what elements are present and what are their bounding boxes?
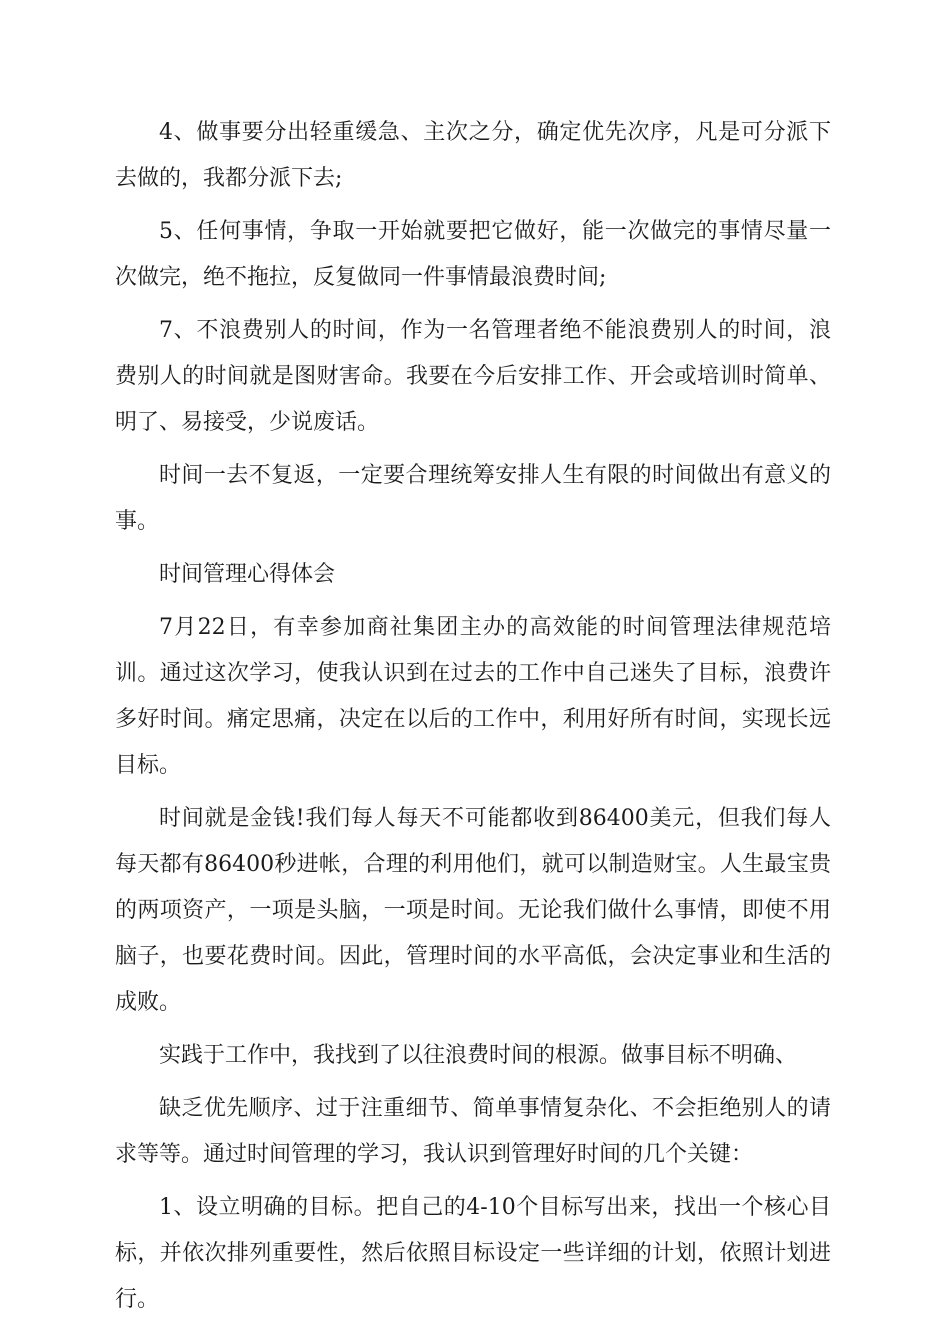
paragraph-practice: 实践于工作中，我找到了以往浪费时间的根源。做事目标不明确、 — [159, 1043, 798, 1068]
paragraph-item-5: 5、任何事情，争取一开始就要把它做好，能一次做完的事情尽量一次做完，绝不拖拉，反复做同一件事情最浪费时间; — [115, 219, 831, 290]
document-body — [115, 110, 831, 1330]
paragraph-item-7: 7、不浪费别人的时间，作为一名管理者绝不能浪费别人的时间，浪费别人的时间就是图财害命。我要在今后安排工作、开会或培训时简单、明了、易接受，少说废话。 — [115, 318, 831, 435]
section-heading: 时间管理心得体会 — [159, 562, 336, 587]
paragraph-training-intro: 7月22日，有幸参加商社集团主办的高效能的时间管理法律规范培训。通过这次学习，使我认识到在过去的工作中自己迷失了目标，浪费许多好时间。痛定思痛，决定在以后的工作中，利用好所有时间，实现长远目标。 — [115, 615, 831, 778]
paragraph-key-1: 1、设立明确的目标。把自己的4-10个目标写出来，找出一个核心目标，并依次排列重要性，然后依照目标设定一些详细的计划，依照计划进行。 — [115, 1195, 831, 1312]
paragraph-item-4: 4、做事要分出轻重缓急、主次之分，确定优先次序，凡是可分派下去做的，我都分派下去; — [115, 120, 831, 191]
paragraph-causes: 缺乏优先顺序、过于注重细节、简单事情复杂化、不会拒绝别人的请求等等。通过时间管理的学习，我认识到管理好时间的几个关键： — [115, 1096, 831, 1167]
paragraph-time-is-money: 时间就是金钱!我们每人每天不可能都收到86400美元，但我们每人每天都有86400秒进帐，合理的利用他们，就可以制造财宝。人生最宝贵的两项资产，一项是头脑，一项是时间。无论我们做什么事情，即使不用脑子，也要花费时间。因此，管理时间的水平高低，会决定事业和生活的成败。 — [115, 806, 831, 1015]
paragraph-conclusion: 时间一去不复返，一定要合理统筹安排人生有限的时间做出有意义的事。 — [115, 463, 831, 534]
